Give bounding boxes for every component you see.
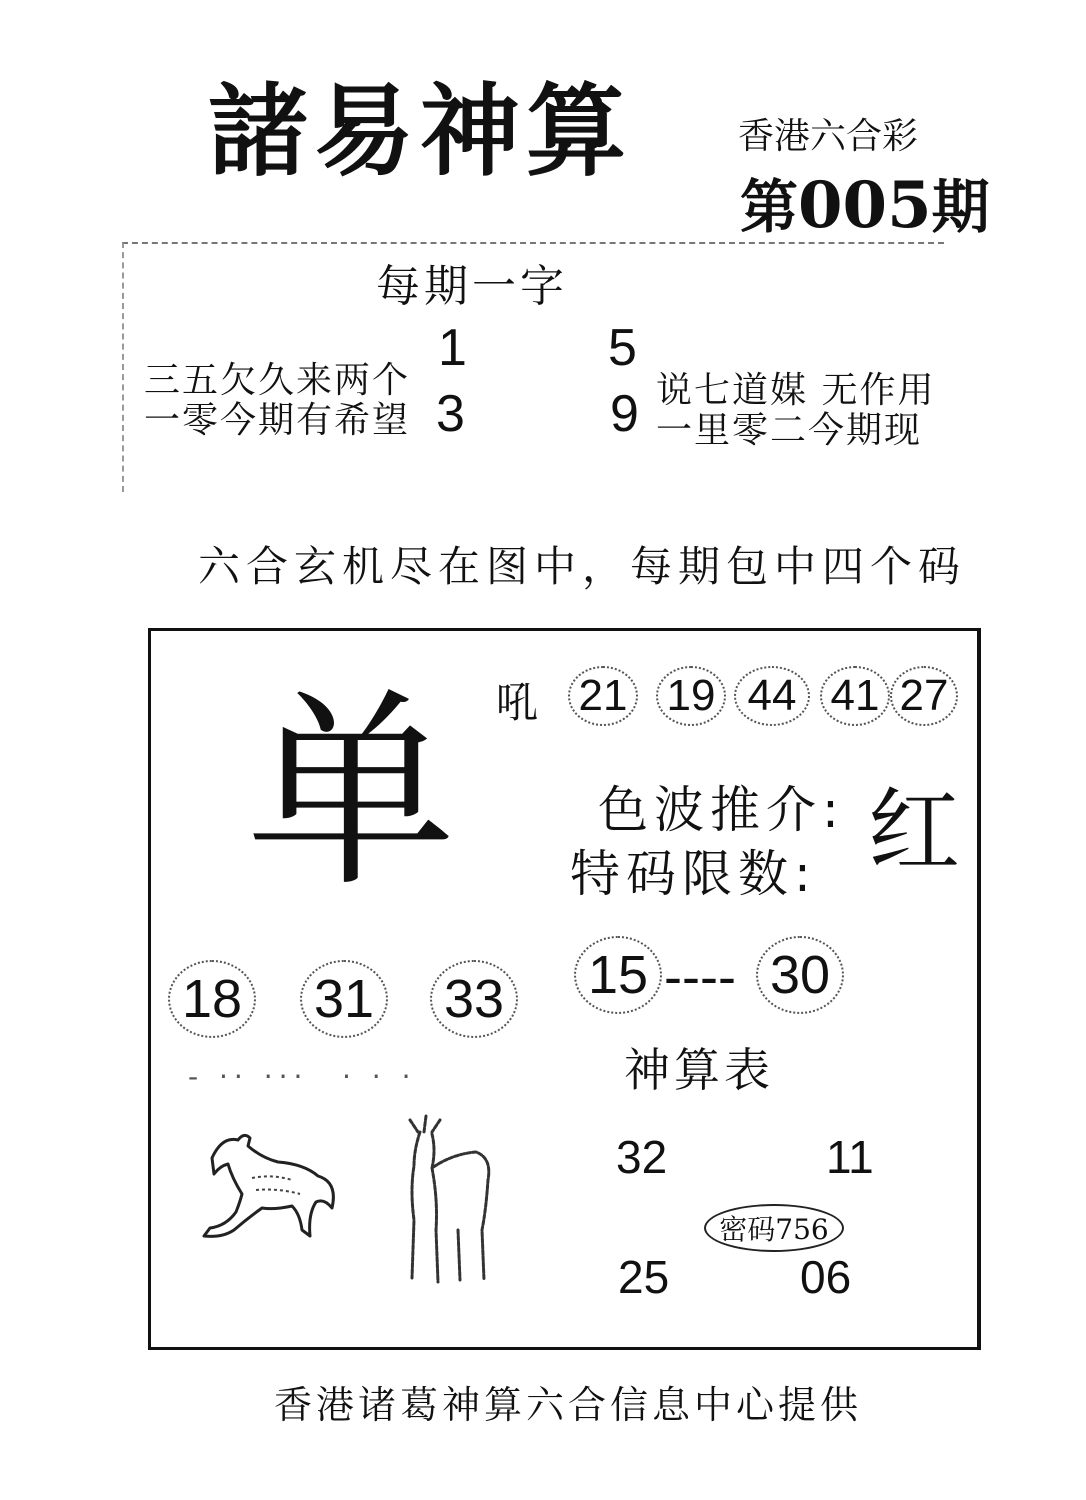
issue-suffix: 期 (931, 173, 990, 241)
limit-label: 特码限数: (570, 845, 817, 903)
issue-number: 005 (798, 168, 932, 243)
dotted-mark-1: - ·· ··· (188, 1060, 309, 1093)
hou-number-5: 27 (890, 666, 958, 726)
poem-left-line-1: 三五欠久来两个 (144, 360, 411, 401)
dotted-mark-2: · · · (342, 1060, 417, 1093)
poem-right-line-2: 一里零二今期现 (656, 410, 923, 451)
color-value: 红 (868, 778, 961, 885)
table-number-1: 32 (616, 1131, 668, 1183)
table-number-3: 25 (618, 1251, 670, 1303)
left-number-2: 31 (300, 960, 388, 1038)
horse-icon (192, 1118, 342, 1248)
table-title: 神算表 (624, 1043, 774, 1097)
deer-icon (392, 1110, 502, 1290)
range-separator: ---- (664, 947, 736, 1007)
range-start: 15 (574, 936, 662, 1014)
issue-label (740, 160, 990, 244)
color-label: 色波推介: (598, 781, 845, 839)
issue-prefix: 第 (740, 173, 799, 241)
range-end: 30 (756, 936, 844, 1014)
table-number-2: 11 (826, 1131, 874, 1183)
poem-digit-3: 3 (436, 385, 465, 443)
hou-number-4: 41 (820, 666, 890, 726)
footer-credit: 香港诸葛神算六合信息中心提供 (274, 1383, 863, 1427)
lottery-name: 香港六合彩 (738, 116, 919, 157)
poem-digit-1: 1 (438, 319, 467, 377)
hou-number-2: 19 (656, 666, 726, 726)
page-title: 諸易神算 (208, 73, 632, 190)
poem-left-line-2: 一零今期有希望 (144, 400, 411, 441)
left-number-1: 18 (168, 960, 256, 1038)
hou-number-3: 44 (734, 666, 810, 726)
big-character: 单 (246, 670, 457, 915)
hou-label: 吼 (496, 678, 539, 727)
poem-digit-2: 5 (608, 319, 637, 377)
password-badge: 密码756 (704, 1204, 844, 1252)
poem-digit-4: 9 (610, 385, 639, 443)
slogan: 六合玄机尽在图中，每期包中四个码 (198, 542, 967, 591)
poem-right-line-1: 说七道媒 无作用 (656, 370, 936, 411)
left-number-3: 33 (430, 960, 518, 1038)
hou-number-1: 21 (568, 666, 638, 726)
table-number-4: 06 (800, 1251, 852, 1303)
poem-heading: 每期一字 (376, 261, 568, 312)
